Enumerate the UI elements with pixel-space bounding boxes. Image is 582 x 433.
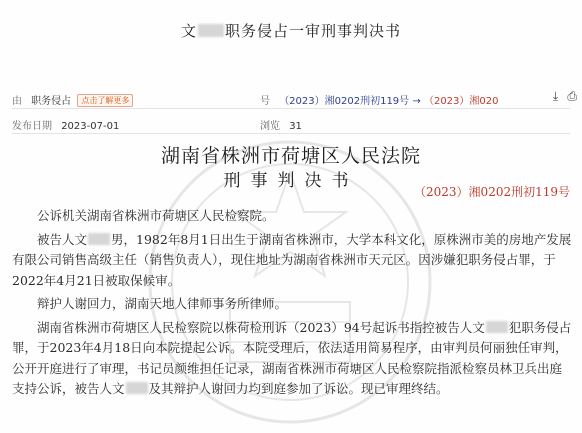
judgment-body (12, 206, 572, 400)
case-number-link[interactable]: （2023）湘0202刑初119号 (279, 96, 410, 107)
publish-date: 2023-07-01 (61, 121, 120, 132)
print-icon[interactable]: ⎙ (567, 89, 577, 103)
views-count: 31 (289, 121, 302, 132)
defendant-intro: 被告人文 (37, 231, 88, 247)
publish-label: 发布日期 (12, 121, 52, 132)
procedure-part-3: 及其辩护人谢回力均到庭参加了诉讼。现已审理终结。 (148, 381, 449, 396)
redacted-name (198, 24, 224, 37)
arrow-icon: → (412, 96, 421, 107)
meta-row-cause (12, 89, 577, 107)
paragraph-procedure (12, 318, 572, 400)
document-title (0, 20, 582, 41)
views-group (260, 117, 302, 132)
paragraph-defense-counsel: 辩护人谢回力，湖南天地人律师事务所律师。 (37, 296, 288, 311)
procedure-part-2: 犯职务侵占罪，于2023年4月18日向本院提起公诉。本院受理后，依法适用简易程序，由审判员何丽独任审判，公开开庭进行了审理，书记员颜维担任记录，湖南省株洲市荷塘区人民检察院指派检察员林卫兵出庭支持公诉，被告人文 (12, 319, 572, 396)
learn-more-tag[interactable]: 点击了解更多 (77, 94, 133, 107)
court-name: 湖南省株洲市荷塘区人民法院 (160, 145, 421, 167)
redacted-name (486, 321, 508, 333)
document-type: 刑事判决书 (223, 171, 359, 191)
meta-row-publish (12, 117, 577, 132)
cause-label: 由 (12, 96, 22, 107)
title-prefix: 文 (180, 22, 197, 40)
download-icon[interactable]: ⤓ (552, 89, 559, 103)
defendant-details: 男，1982年8月1日出生于湖南省株洲市，大学本科文化，原株洲市美的房地产发展有限公司销售高级主任（销售负责人），现住地址为湖南省株洲市天元区。因涉嫌犯职务侵占罪，于2022年4月21日被取保候审。 (12, 231, 572, 288)
number-label: 号 (260, 96, 270, 107)
paragraph-defendant (12, 230, 572, 292)
redacted-name (88, 233, 110, 245)
redacted-name (126, 382, 148, 394)
cause-value[interactable]: 职务侵占 (31, 96, 72, 107)
title-suffix: 职务侵占一审刑事判决书 (225, 22, 402, 40)
case-number-group (260, 92, 499, 107)
procedure-part-1: 湖南省株洲市荷塘区人民检察院以株荷检刑诉（2023）94号起诉书指控被告人文 (37, 319, 485, 335)
views-label: 浏览 (260, 121, 280, 132)
paragraph-prosecutor: 公诉机关湖南省株洲市荷塘区人民检察院。 (37, 208, 275, 223)
divider (12, 108, 570, 109)
related-case-link[interactable]: （2023）湘020 (423, 96, 499, 107)
toolbar-icons (547, 89, 577, 104)
case-number: （2023）湘0202刑初119号 (414, 185, 570, 199)
